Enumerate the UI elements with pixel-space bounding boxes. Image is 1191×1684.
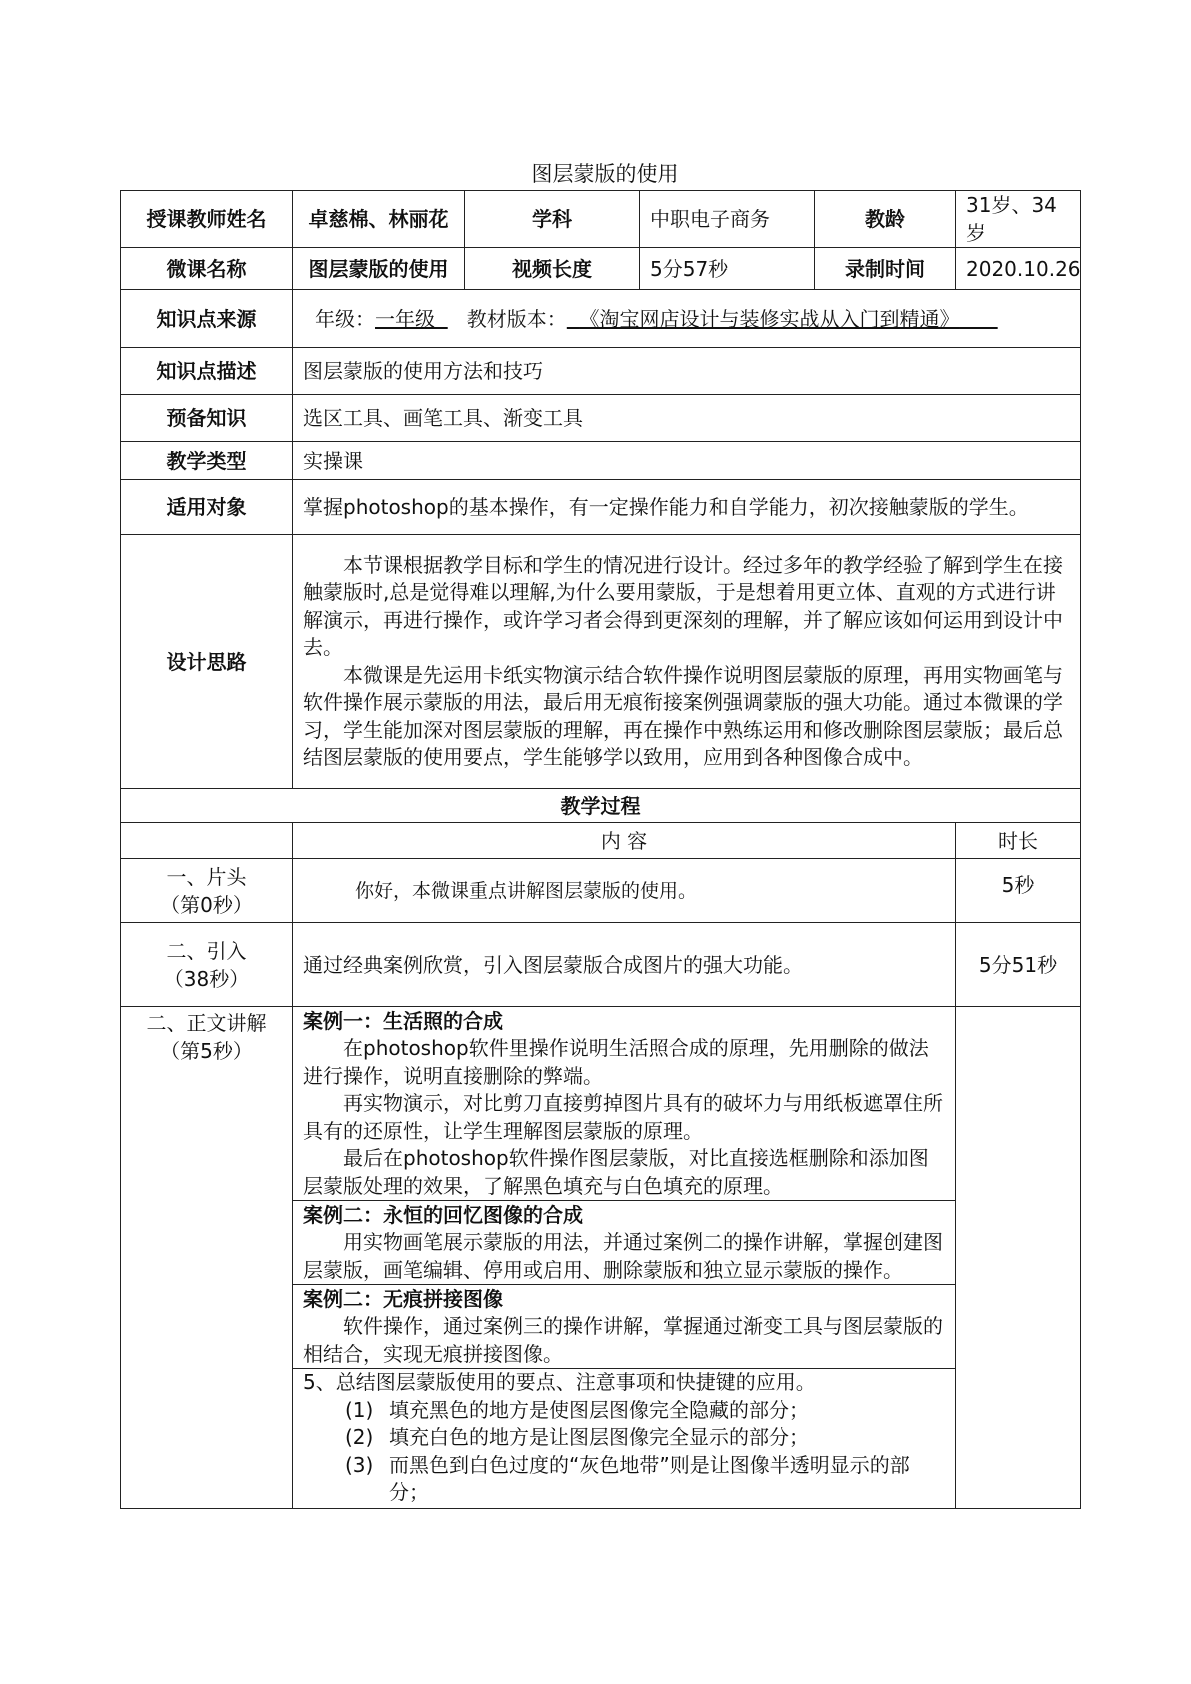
audience-label: 适用对象 bbox=[121, 480, 293, 535]
design-paragraph-1: 本节课根据教学目标和学生的情况进行设计。经过多年的教学经验了解到学生在接触蒙版时,总是觉得难以理解,为什么要用蒙版，于是想着用更立体、直观的方式进行讲解演示，再进行操作，或许学习者会得到更深刻的理解，并了解应该如何运用到设计中去。 bbox=[303, 552, 1063, 659]
stage-cell bbox=[121, 859, 293, 923]
summary-item-number: (3) bbox=[345, 1452, 374, 1477]
stage-duration: 5分51秒 bbox=[956, 923, 1081, 1007]
design-label: 设计思路 bbox=[121, 535, 293, 789]
course-row bbox=[121, 248, 1081, 290]
stage-duration bbox=[956, 1007, 1081, 1509]
summary-item-number: (2) bbox=[345, 1425, 374, 1449]
lesson-info-table bbox=[120, 190, 1081, 1509]
stage-time: （第0秒） bbox=[160, 892, 253, 917]
stage-content: 通过经典案例欣赏，引入图层蒙版合成图片的强大功能。 bbox=[293, 923, 956, 1007]
prior-knowledge-label: 预备知识 bbox=[121, 395, 293, 442]
course-name-label: 微课名称 bbox=[121, 248, 293, 290]
case-1-title: 案例一：生活照的合成 bbox=[303, 1009, 503, 1033]
design-paragraph-2: 本微课是先运用卡纸实物演示结合软件操作说明图层蒙版的原理，再用实物画笔与软件操作展示蒙版的用法，最后用无痕衔接案例强调蒙版的强大功能。通过本微课的学习，学生能加深对图层蒙版的理解，再在操作中熟练运用和修改删除图层蒙版；最后总结图层蒙版的使用要点，学生能够学以致用，应用到各种图像合成中。 bbox=[303, 662, 1063, 769]
summary-item bbox=[303, 1397, 945, 1425]
course-name-value: 图层蒙版的使用 bbox=[293, 248, 465, 290]
design-row bbox=[121, 535, 1081, 789]
stage-name: 二、引入 bbox=[166, 938, 247, 963]
stage-duration: 5秒 bbox=[956, 859, 1081, 923]
case-1-paragraph: 最后在photoshop软件操作图层蒙版，对比直接选框删除和添加图层蒙版处理的效果，了解黑色填充与白色填充的原理。 bbox=[303, 1146, 929, 1198]
stage-content bbox=[293, 1007, 956, 1509]
video-length-value: 5分57秒 bbox=[640, 248, 815, 290]
description-row bbox=[121, 348, 1081, 395]
record-time-value: 2020.10.26 bbox=[956, 248, 1081, 290]
case-2-title: 案例二：永恒的回忆图像的合成 bbox=[303, 1203, 583, 1227]
process-row-main bbox=[121, 1007, 1081, 1509]
case-2 bbox=[293, 1200, 955, 1284]
record-time-label: 录制时间 bbox=[815, 248, 956, 290]
audience-value: 掌握photoshop的基本操作，有一定操作能力和自学能力，初次接触蒙版的学生。 bbox=[293, 480, 1081, 535]
process-row-lead-in bbox=[121, 923, 1081, 1007]
stage-time: （38秒） bbox=[163, 966, 250, 991]
summary-list bbox=[303, 1397, 945, 1507]
teaching-type-value: 实操课 bbox=[293, 442, 1081, 480]
teaching-type-row bbox=[121, 442, 1081, 480]
audience-row bbox=[121, 480, 1081, 535]
teaching-age-value: 31岁、34岁 bbox=[956, 191, 1081, 248]
duration-header: 时长 bbox=[956, 823, 1081, 859]
case-1-paragraph: 再实物演示，对比剪刀直接剪掉图片具有的破坏力与用纸板遮罩住所具有的还原性，让学生理解图层蒙版的原理。 bbox=[303, 1091, 943, 1143]
summary bbox=[293, 1368, 955, 1507]
teaching-type-label: 教学类型 bbox=[121, 442, 293, 480]
source-label: 知识点来源 bbox=[121, 290, 293, 348]
grade-value: 一年级 bbox=[375, 306, 435, 331]
stage-name: 二、正文讲解 bbox=[146, 1011, 267, 1035]
summary-title: 5、总结图层蒙版使用的要点、注意事项和快捷键的应用。 bbox=[303, 1370, 816, 1394]
summary-item bbox=[303, 1452, 945, 1507]
subject-label: 学科 bbox=[465, 191, 640, 248]
summary-item-text: 填充黑色的地方是使图层图像完全隐藏的部分； bbox=[389, 1397, 809, 1422]
stage-name: 一、片头 bbox=[166, 864, 247, 889]
process-row-intro bbox=[121, 859, 1081, 923]
stage-content: 你好，本微课重点讲解图层蒙版的使用。 bbox=[293, 859, 956, 923]
description-value: 图层蒙版的使用方法和技巧 bbox=[293, 348, 1081, 395]
process-header-row bbox=[121, 823, 1081, 859]
description-label: 知识点描述 bbox=[121, 348, 293, 395]
process-heading: 教学过程 bbox=[121, 789, 1081, 823]
grade-prefix: 年级： bbox=[315, 306, 375, 331]
summary-item-text: 而黑色到白色过度的“灰色地带”则是让图像半透明显示的部分； bbox=[389, 1452, 910, 1504]
teacher-label: 授课教师姓名 bbox=[121, 191, 293, 248]
summary-item-text: 填充白色的地方是让图层图像完全显示的部分； bbox=[389, 1425, 809, 1449]
prior-knowledge-row bbox=[121, 395, 1081, 442]
case-1 bbox=[303, 1007, 945, 1200]
stage-cell bbox=[121, 923, 293, 1007]
teacher-value: 卓慈棉、林丽花 bbox=[293, 191, 465, 248]
case-1-paragraph: 在photoshop软件里操作说明生活照合成的原理，先用删除的做法进行操作，说明直接删除的弊端。 bbox=[303, 1036, 929, 1088]
case-2-paragraph: 用实物画笔展示蒙版的用法，并通过案例二的操作讲解，掌握创建图层蒙版，画笔编辑、停用或启用、删除蒙版和独立显示蒙版的操作。 bbox=[303, 1230, 943, 1282]
case-3-title: 案例二：无痕拼接图像 bbox=[303, 1287, 503, 1311]
content-header: 内 容 bbox=[293, 823, 956, 859]
case-3-paragraph: 软件操作，通过案例三的操作讲解，掌握通过渐变工具与图层蒙版的相结合，实现无痕拼接图像。 bbox=[303, 1314, 943, 1366]
summary-item bbox=[303, 1424, 945, 1452]
teaching-age-label: 教龄 bbox=[815, 191, 956, 248]
design-value bbox=[293, 535, 1081, 789]
subject-value: 中职电子商务 bbox=[640, 191, 815, 248]
process-heading-row bbox=[121, 789, 1081, 823]
stage-header-cell bbox=[121, 823, 293, 859]
stage-time: （第5秒） bbox=[160, 1039, 253, 1063]
stage-cell bbox=[121, 1007, 293, 1509]
document-title: 图层蒙版的使用 bbox=[531, 162, 679, 186]
summary-item-number: (1) bbox=[345, 1397, 374, 1422]
case-3 bbox=[293, 1284, 955, 1368]
video-length-label: 视频长度 bbox=[465, 248, 640, 290]
source-row bbox=[121, 290, 1081, 348]
teacher-row bbox=[121, 191, 1081, 248]
textbook-value: 《淘宝网店设计与装修实战从入门到精通》 bbox=[579, 306, 960, 331]
prior-knowledge-value: 选区工具、画笔工具、渐变工具 bbox=[293, 395, 1081, 442]
source-value bbox=[293, 290, 1081, 348]
textbook-prefix: 教材版本： bbox=[466, 306, 567, 331]
